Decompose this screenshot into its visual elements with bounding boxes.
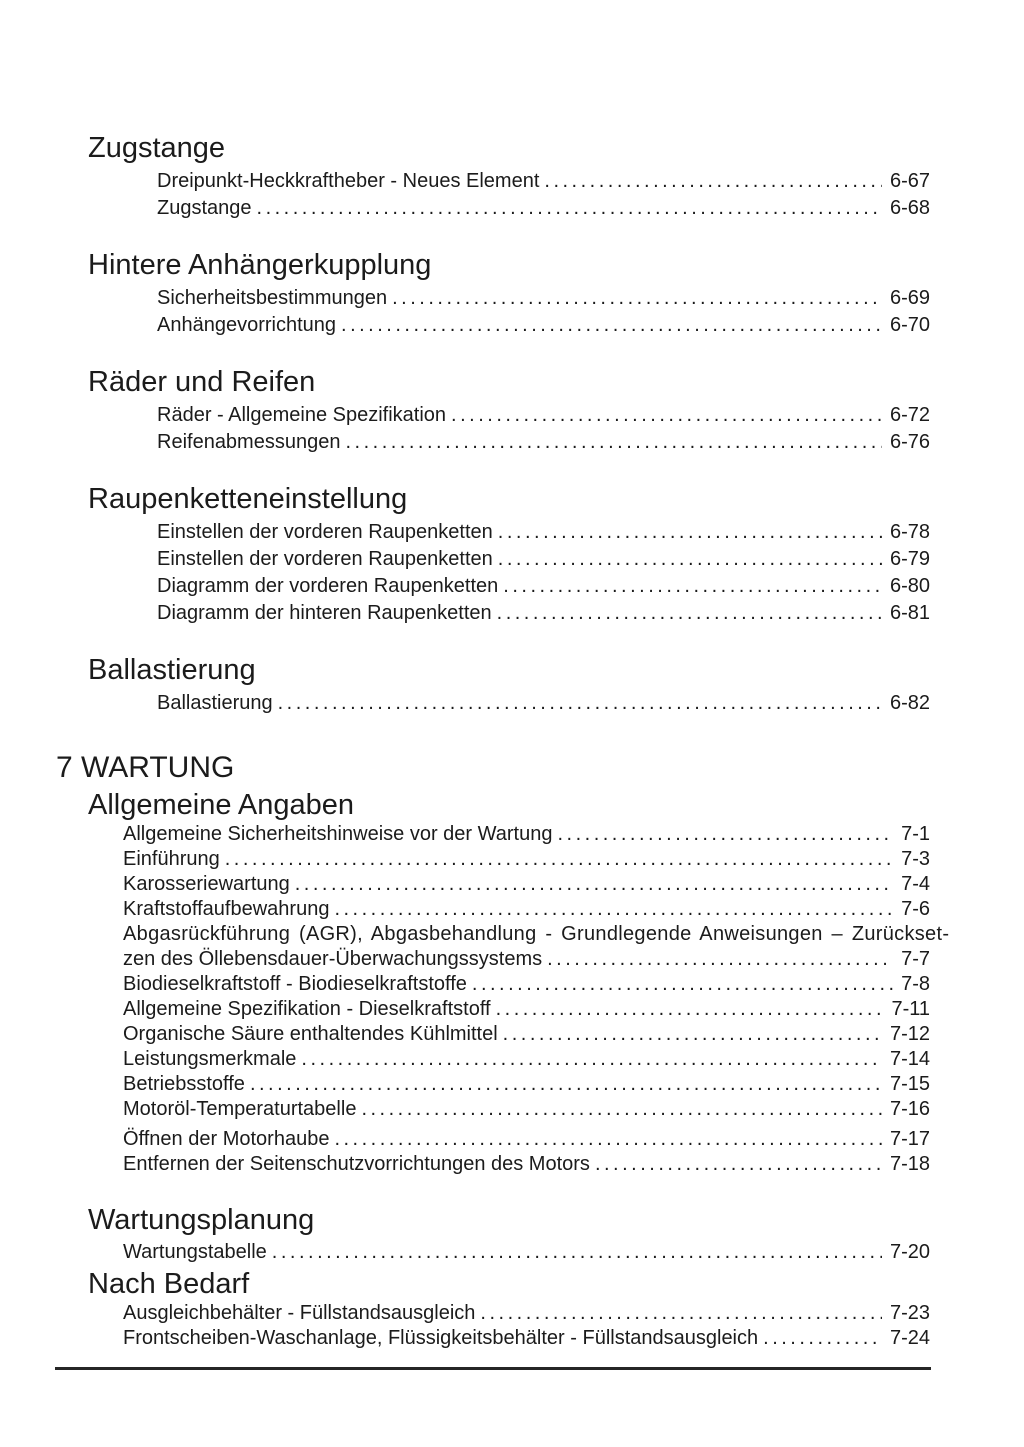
- toc-page-number: 7-16: [889, 1098, 930, 1120]
- toc-leader-dots: [257, 195, 882, 222]
- toc-page-number: 7-4: [901, 873, 930, 895]
- toc-page-number: 7-14: [889, 1048, 930, 1070]
- toc-leader-dots: [547, 947, 893, 972]
- toc-leader-dots: [250, 1072, 882, 1097]
- toc-leader-dots: [595, 1152, 882, 1177]
- toc-entry-wrapped-line1: [88, 922, 950, 947]
- toc-leader-dots: [503, 1022, 882, 1047]
- toc-page-number: 7-6: [901, 898, 930, 920]
- toc-entry: [88, 402, 930, 429]
- section-allgemeine-angaben: [88, 788, 950, 1177]
- toc-entry: [88, 972, 930, 997]
- toc-entry-label: Organische Säure enthaltendes Kühlmittel: [123, 1023, 498, 1045]
- toc-page-number: 6-76: [889, 431, 930, 453]
- toc-leader-dots: [361, 1097, 882, 1122]
- toc-leader-dots: [295, 872, 893, 897]
- toc-entry-label: Einstellen der vorderen Raupenketten: [157, 521, 493, 543]
- toc-entry: [88, 822, 930, 847]
- toc-page-number: 6-81: [889, 602, 930, 624]
- toc-entry-label: Öffnen der Motorhaube: [123, 1128, 330, 1150]
- toc-entry-label: Allgemeine Spezifikation - Dieselkraftstoff: [123, 998, 491, 1020]
- section-title: Nach Bedarf: [88, 1268, 250, 1300]
- toc-leader-dots: [498, 519, 882, 546]
- toc-entry-label: Diagramm der hinteren Raupenketten: [157, 602, 492, 624]
- toc-leader-dots: [392, 285, 882, 312]
- toc-leader-dots: [301, 1047, 882, 1072]
- toc-entry: [88, 285, 930, 312]
- toc-entry-label: Entfernen der Seitenschutzvorrichtungen des Motors: [123, 1153, 590, 1175]
- toc-page-number: 7-17: [889, 1128, 930, 1150]
- toc-entry-label: Kraftstoffaufbewahrung: [123, 898, 330, 920]
- toc-entry-label: Wartungstabelle: [123, 1241, 267, 1263]
- toc-entry: [88, 1127, 930, 1152]
- toc-entry: [88, 690, 930, 717]
- toc-leader-dots: [544, 168, 882, 195]
- toc-page-number: 7-7: [901, 948, 930, 970]
- toc-entry-label: Frontscheiben-Waschanlage, Flüssigkeitsbehälter - Füllstandsausgleich: [123, 1327, 759, 1349]
- toc-page-number: 7-18: [889, 1153, 930, 1175]
- section-title: Allgemeine Angaben: [88, 789, 355, 821]
- toc-entry-label: Einstellen der vorderen Raupenketten: [157, 548, 493, 570]
- toc-leader-dots: [496, 997, 884, 1022]
- toc-leader-dots: [497, 600, 882, 627]
- toc-leader-dots: [557, 822, 893, 847]
- toc-page-number: 6-67: [889, 170, 930, 192]
- toc-entry-label: Räder - Allgemeine Spezifikation: [157, 404, 447, 426]
- toc-entry: [88, 312, 930, 339]
- toc-leader-dots: [503, 573, 882, 600]
- toc-page-number: 7-11: [891, 998, 930, 1020]
- toc-leader-dots: [472, 972, 893, 997]
- toc-leader-dots: [498, 546, 882, 573]
- toc-page-number: 7-3: [901, 848, 930, 870]
- toc-page-number: 7-1: [901, 823, 930, 845]
- toc-entry: [88, 872, 930, 897]
- toc-entry: [88, 195, 930, 222]
- toc-entry-wrapped-line2: [88, 947, 930, 972]
- toc-entry-label: Dreipunkt-Heckkraftheber - Neues Element: [157, 170, 540, 192]
- toc-entry: [88, 1097, 930, 1122]
- toc-leader-dots: [334, 1127, 882, 1152]
- toc-entry-label: Anhängevorrichtung: [157, 314, 337, 336]
- toc-entry: [88, 546, 930, 573]
- toc-leader-dots: [272, 1240, 882, 1265]
- toc-leader-dots: [763, 1326, 882, 1351]
- toc-entry: [88, 429, 930, 456]
- toc-content: [56, 131, 950, 1351]
- toc-leader-dots: [341, 312, 882, 339]
- toc-entry-label: Betriebsstoffe: [123, 1073, 245, 1095]
- toc-entry: [88, 1240, 930, 1265]
- toc-entry: [88, 1022, 930, 1047]
- bottom-rule: [55, 1367, 931, 1370]
- toc-entry-label: Abgasrückführung (AGR), Abgasbehandlung - Grundlegende Anweisungen – Zurückset-: [123, 923, 950, 945]
- toc-leader-dots: [334, 897, 893, 922]
- toc-entry-label: Einführung: [123, 848, 220, 870]
- toc-leader-dots: [451, 402, 882, 429]
- toc-entry: [88, 1152, 930, 1177]
- chapter-7-heading: 7 WARTUNG: [56, 751, 235, 784]
- toc-page-number: 7-8: [901, 973, 930, 995]
- section-raeder-und-reifen: [88, 365, 930, 456]
- toc-entry-label: Ausgleichbehälter - Füllstandsausgleich: [123, 1302, 476, 1324]
- toc-entry-label: Biodieselkraftstoff - Biodieselkraftstoffe: [123, 973, 467, 995]
- section-hintere-anhaengerkupplung: [88, 248, 930, 339]
- toc-entry-label: Zugstange: [157, 197, 252, 219]
- toc-page-number: 6-80: [889, 575, 930, 597]
- toc-entry: [88, 1047, 930, 1072]
- toc-entry-label: Diagramm der vorderen Raupenketten: [157, 575, 499, 597]
- toc-page-number: 6-78: [889, 521, 930, 543]
- toc-entry-label: Reifenabmessungen: [157, 431, 341, 453]
- toc-page-number: 7-20: [889, 1241, 930, 1263]
- toc-entry-label: zen des Öllebensdauer-Überwachungssystems: [123, 948, 543, 970]
- toc-entry: [88, 1301, 930, 1326]
- toc-entry: [88, 1326, 930, 1351]
- section-ballastierung: [88, 653, 930, 717]
- toc-leader-dots: [225, 847, 893, 872]
- toc-entry: [88, 897, 930, 922]
- section-title: Ballastierung: [88, 654, 256, 686]
- toc-leader-dots: [480, 1301, 882, 1326]
- toc-entry-label: Leistungsmerkmale: [123, 1048, 297, 1070]
- toc-page-number: 7-23: [889, 1302, 930, 1324]
- toc-page-number: 7-15: [889, 1073, 930, 1095]
- toc-entry: [88, 573, 930, 600]
- toc-page-number: 6-79: [889, 548, 930, 570]
- toc-entry-label: Ballastierung: [157, 692, 273, 714]
- section-raupenketteneinstellung: [88, 482, 930, 627]
- section-title: Zugstange: [88, 132, 226, 164]
- section-zugstange: [88, 131, 930, 222]
- section-nach-bedarf: [88, 1267, 930, 1351]
- toc-leader-dots: [345, 429, 882, 456]
- section-title: Wartungsplanung: [88, 1204, 315, 1236]
- section-title: Raupenketteneinstellung: [88, 483, 408, 515]
- toc-entry-label: Allgemeine Sicherheitshinweise vor der Wartung: [123, 823, 553, 845]
- toc-entry: [88, 600, 930, 627]
- toc-page-number: 7-24: [889, 1327, 930, 1349]
- toc-entry: [88, 1072, 930, 1097]
- section-wartungsplanung: [88, 1203, 930, 1265]
- toc-entry-label: Motoröl-Temperaturtabelle: [123, 1098, 357, 1120]
- toc-entry-label: Sicherheitsbestimmungen: [157, 287, 388, 309]
- toc-entry: [88, 847, 930, 872]
- toc-leader-dots: [278, 690, 882, 717]
- toc-entry: [88, 997, 930, 1022]
- section-title: Räder und Reifen: [88, 366, 316, 398]
- toc-page-number: 6-68: [889, 197, 930, 219]
- toc-page-number: 6-69: [889, 287, 930, 309]
- toc-page-number: 6-72: [889, 404, 930, 426]
- section-title: Hintere Anhängerkupplung: [88, 249, 432, 281]
- toc-page-number: 6-82: [889, 692, 930, 714]
- toc-entry: [88, 519, 930, 546]
- toc-entry-label: Karosseriewartung: [123, 873, 290, 895]
- toc-page-number: 7-12: [889, 1023, 930, 1045]
- toc-page-number: 6-70: [889, 314, 930, 336]
- toc-entry: [88, 168, 930, 195]
